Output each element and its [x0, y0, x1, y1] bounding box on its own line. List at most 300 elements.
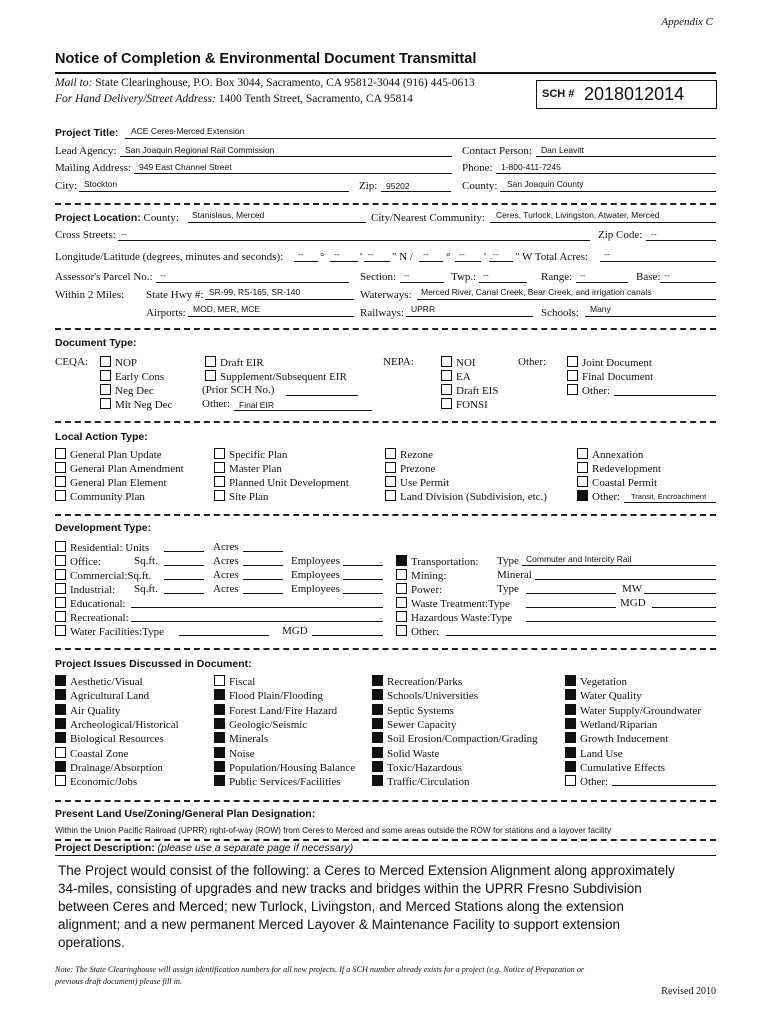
min-symbol: ′ [360, 251, 363, 263]
issue-label: Economic/Jobs [70, 776, 138, 789]
checkbox-icon [385, 462, 396, 473]
description-text[interactable] [58, 862, 675, 952]
issue-label: Forest Land/Fire Hazard [229, 704, 338, 717]
checkbox-icon [214, 675, 225, 686]
description-heading-row: Project Description: (please use a separate page if necessary) [55, 842, 354, 854]
lat-sec-line [364, 261, 390, 262]
checkbox-checked-icon [372, 775, 383, 786]
sch-box[interactable] [536, 80, 717, 109]
office-acres-label: Acres [213, 555, 239, 567]
hwy-value[interactable]: SR-99, RS-165, SR-140 [209, 287, 301, 297]
checkbox-icon [55, 448, 66, 459]
checkbox-icon [55, 462, 66, 473]
footer-note-line: Note: The State Clearinghouse will assign identification numbers for all new projects. If a SCH number already exists for a project (e.g. Notice of Preparation or [55, 965, 585, 974]
w-min[interactable]: -- [459, 249, 465, 259]
land-use-heading: Present Land Use/Zoning/General Plan Designation: [55, 808, 316, 820]
issue-checkbox[interactable] [565, 775, 608, 788]
residential-acres-label: Acres [213, 541, 239, 553]
specific-plan-checkbox[interactable]: Specific Plan [214, 448, 287, 461]
office-employees-line[interactable] [343, 565, 383, 566]
checkbox-checked-icon [214, 747, 225, 758]
checkbox-icon [55, 555, 66, 566]
checkbox-checked-icon [372, 718, 383, 729]
general-plan-element-checkbox[interactable]: General Plan Element [55, 476, 167, 489]
checkbox-icon [214, 448, 225, 459]
location-county-line [188, 222, 366, 223]
checkbox-icon [385, 490, 396, 501]
issue-checkbox[interactable] [55, 732, 164, 745]
min-symbol-2: ′ [484, 251, 487, 263]
w-sec[interactable]: -- [493, 249, 499, 259]
checkbox-icon [441, 370, 452, 381]
description-line: 34-miles, consisting of upgrades and new tracks and bridges within the UPRR Fresno Subdivision [58, 881, 642, 896]
checkbox-checked-icon [372, 747, 383, 758]
other-action-checkbox[interactable]: Other: [577, 490, 620, 503]
railways-label: Railways: [360, 307, 404, 319]
mw-line[interactable] [644, 593, 716, 594]
base-value[interactable]: -- [664, 270, 670, 280]
section-divider [55, 328, 716, 330]
issue-label: Fiscal [229, 676, 256, 688]
checkbox-checked-icon [55, 761, 66, 772]
checkbox-icon [55, 490, 66, 501]
issue-checkbox[interactable] [565, 689, 642, 702]
checkbox-checked-icon [372, 675, 383, 686]
issue-checkbox[interactable] [214, 675, 255, 688]
airports-value[interactable]: MOD, MER, MCE [193, 304, 261, 314]
land-use-value[interactable]: Within the Union Pacific Railroad (UPRR) right-of-way (ROW) from Ceres to Merced and some areas outside the ROW for stations and a layover facility [55, 825, 612, 835]
transport-type-value[interactable]: Commuter and Intercity Rail [526, 554, 632, 564]
use-permit-checkbox[interactable]: Use Permit [385, 476, 449, 489]
mail-to-line: Mail to: State Clearinghouse, P.O. Box 3044, Sacramento, CA 95812-3044 (916) 445-0613 [55, 77, 475, 89]
issue-label: Archeological/Historical [70, 718, 179, 731]
issue-label: Population/Housing Balance [229, 761, 356, 774]
industrial-acres-line[interactable] [243, 593, 283, 594]
nepa-draft-eis-checkbox[interactable]: Draft EIS [441, 384, 498, 397]
issue-label: Septic Systems [387, 704, 454, 717]
issue-checkbox[interactable] [372, 761, 462, 774]
other-development-line[interactable] [446, 635, 716, 636]
waterways-line [417, 299, 716, 300]
title-rule [55, 72, 716, 74]
mailing-line [134, 173, 452, 174]
issue-label: Flood Plain/Flooding [229, 690, 323, 703]
sch-label: SCH # [542, 88, 575, 100]
issue-checkbox[interactable] [55, 761, 163, 774]
issue-checkbox[interactable] [55, 718, 179, 731]
issue-label: Cumulative Effects [580, 761, 666, 774]
railways-line [406, 316, 533, 317]
office-sqft-label: Sq.ft. [134, 555, 158, 567]
w-label: " W Total Acres: [515, 251, 589, 263]
section-value[interactable]: -- [404, 270, 410, 280]
other-issue-line[interactable] [612, 785, 716, 786]
coastal-permit-checkbox[interactable]: Coastal Permit [577, 476, 657, 489]
transport-type-line [522, 565, 716, 566]
office-acres-line[interactable] [243, 565, 283, 566]
issue-checkbox[interactable] [214, 704, 337, 717]
schools-line [585, 316, 716, 317]
footer-note-line: previous draft document) please fill in. [55, 977, 183, 986]
issue-label: Wetland/Riparian [580, 718, 658, 731]
other-doc-line [234, 410, 372, 411]
twp-line [479, 282, 527, 283]
general-plan-amendment-checkbox[interactable]: General Plan Amendment [55, 462, 184, 475]
commercial-checkbox[interactable]: Commercial:Sq.ft. [55, 569, 151, 582]
waterways-value[interactable]: Merced River, Canal Creek, Bear Creek, and irrigation canals [421, 287, 652, 297]
transport-type-label: Type [497, 555, 519, 567]
power-type-label: Type [497, 583, 519, 595]
location-zip-line [646, 240, 716, 241]
range-value[interactable]: -- [580, 270, 586, 280]
recreational-line[interactable] [131, 621, 383, 622]
city-value[interactable]: Stockton [84, 179, 118, 189]
mw-label: MW [622, 583, 643, 595]
checkbox-checked-icon [372, 704, 383, 715]
waste-mgd-line[interactable] [652, 607, 716, 608]
lat-deg-line [294, 261, 318, 262]
phone-value[interactable]: 1-800-411-7245 [501, 162, 561, 172]
issue-checkbox[interactable] [55, 747, 128, 760]
acres-value[interactable]: -- [604, 249, 610, 259]
checkbox-icon [100, 384, 111, 395]
checkbox-checked-icon [577, 490, 588, 501]
other-document-line[interactable] [614, 395, 716, 396]
issue-label: Other: [580, 776, 609, 789]
nepa-label: NEPA: [383, 356, 414, 368]
prior-sch-line[interactable] [286, 395, 358, 396]
county-value[interactable]: San Joaquin County [507, 179, 584, 189]
water-type-line[interactable] [179, 635, 269, 636]
county-label: County: [462, 180, 498, 192]
description-line: operations. [58, 935, 125, 950]
checkbox-icon [100, 370, 111, 381]
checkbox-icon [385, 476, 396, 487]
power-checkbox[interactable]: Power: [396, 583, 442, 596]
nepa-fonsi-checkbox[interactable]: FONSI [441, 398, 488, 411]
office-sqft-line[interactable] [164, 565, 204, 566]
industrial-sqft-line[interactable] [164, 593, 204, 594]
draft-eir-checkbox[interactable]: Draft EIR [205, 356, 264, 369]
waste-type-line[interactable] [526, 607, 616, 608]
issue-label: Public Services/Facilities [229, 776, 341, 789]
lead-agency-label: Lead Agency: [55, 145, 117, 157]
lat-sec[interactable]: -- [368, 249, 374, 259]
issue-checkbox[interactable] [372, 775, 470, 788]
nepa-noi-checkbox[interactable]: NOI [441, 356, 476, 369]
industrial-employees-line[interactable] [343, 593, 383, 594]
other-document-checkbox[interactable]: Other: [567, 384, 610, 397]
issue-checkbox[interactable] [372, 732, 538, 745]
parcel-line [156, 282, 349, 283]
phone-label: Phone: [462, 162, 493, 174]
zip-value[interactable]: 95202 [386, 181, 410, 191]
mailing-value[interactable]: 949 East Channel Street [139, 162, 232, 172]
issue-checkbox[interactable] [565, 718, 657, 731]
checkbox-icon [55, 611, 66, 622]
issue-checkbox[interactable] [372, 704, 454, 717]
revised-label: Revised 2010 [661, 986, 716, 997]
cross-streets-line [118, 240, 590, 241]
checkbox-checked-icon [372, 761, 383, 772]
transportation-checkbox[interactable]: Transportation: [396, 555, 478, 568]
master-plan-checkbox[interactable]: Master Plan [214, 462, 282, 475]
issue-label: Land Use [580, 747, 623, 760]
issue-label: Geologic/Seismic [229, 718, 308, 731]
prezone-checkbox[interactable]: Prezone [385, 462, 435, 475]
form-title: Notice of Completion & Environmental Document Transmittal [55, 51, 477, 67]
checkbox-checked-icon [565, 718, 576, 729]
parcel-value[interactable]: -- [160, 270, 166, 280]
lat-min[interactable]: -- [334, 249, 340, 259]
issue-checkbox[interactable] [372, 747, 439, 760]
lat-deg[interactable]: -- [298, 249, 304, 259]
waste-treatment-checkbox[interactable]: Waste Treatment:Type [396, 597, 510, 610]
section-divider [55, 514, 716, 516]
city-label: City: [55, 180, 78, 192]
checkbox-icon [441, 356, 452, 367]
checkbox-checked-icon [565, 704, 576, 715]
issue-checkbox[interactable] [372, 689, 478, 702]
range-label: Range: [541, 271, 573, 283]
waterways-label: Waterways: [360, 289, 412, 301]
community-plan-checkbox[interactable]: Community Plan [55, 490, 145, 503]
educational-line[interactable] [131, 607, 383, 608]
industrial-sqft-label: Sq.ft. [134, 583, 158, 595]
issue-checkbox[interactable] [55, 775, 137, 788]
commercial-employees-line[interactable] [343, 579, 383, 580]
issue-checkbox[interactable] [372, 675, 462, 688]
checkbox-checked-icon [214, 718, 225, 729]
educational-checkbox[interactable]: Educational: [55, 597, 126, 610]
parcel-label: Assessor's Parcel No.: [55, 271, 153, 283]
issue-label: Soil Erosion/Compaction/Grading [387, 733, 538, 746]
ceqa-mit-neg-dec-checkbox[interactable]: Mit Neg Dec [100, 398, 172, 411]
issue-label: Drainage/Absorption [70, 761, 163, 774]
checkbox-checked-icon [55, 718, 66, 729]
local-action-heading: Local Action Type: [55, 431, 148, 443]
w-sec-line [489, 261, 513, 262]
other-action-line [624, 502, 716, 503]
checkbox-checked-icon [55, 675, 66, 686]
rezone-checkbox[interactable]: Rezone [385, 448, 433, 461]
cross-streets-value[interactable]: -- [121, 229, 127, 239]
checkbox-icon [55, 597, 66, 608]
issue-label: Sewer Capacity [387, 718, 457, 731]
checkbox-icon [205, 356, 216, 367]
issue-checkbox[interactable] [565, 675, 627, 688]
ceqa-neg-dec-checkbox[interactable]: Neg Dec [100, 384, 154, 397]
lat-min-line [330, 261, 358, 262]
project-title-row: Project Title: [55, 127, 119, 139]
site-plan-checkbox[interactable]: Site Plan [214, 490, 268, 503]
planned-unit-development-checkbox[interactable]: Planned Unit Development [214, 476, 349, 489]
range-line [576, 282, 628, 283]
checkbox-icon [55, 775, 66, 786]
checkbox-icon [55, 583, 66, 594]
checkbox-icon [100, 356, 111, 367]
checkbox-icon [100, 398, 111, 409]
hwy-line [205, 299, 354, 300]
issue-label: Traffic/Circulation [387, 776, 470, 789]
checkbox-icon [441, 384, 452, 395]
location-row: Project Location: County: [55, 212, 179, 224]
issue-checkbox[interactable] [214, 732, 268, 745]
zip-label: Zip: [359, 180, 378, 192]
office-checkbox[interactable]: Office: [55, 555, 101, 568]
joint-document-checkbox[interactable]: Joint Document [567, 356, 652, 369]
twp-label: Twp.: [451, 271, 477, 283]
industrial-acres-label: Acres [213, 583, 239, 595]
community-value[interactable]: Ceres, Turlock, Livingston, Atwater, Merced [496, 210, 660, 220]
checkbox-icon [55, 625, 66, 636]
commercial-sqft-line[interactable] [164, 579, 204, 580]
issue-label: Aesthetic/Visual [70, 676, 143, 688]
schools-label: Schools: [541, 307, 579, 319]
ceqa-early-cons-checkbox[interactable]: Early Cons [100, 370, 164, 383]
development-type-heading: Development Type: [55, 522, 152, 534]
section-divider [55, 648, 716, 650]
issue-checkbox[interactable] [565, 732, 668, 745]
contact-line [536, 156, 716, 157]
other-action-value[interactable]: Transit, Encroachment [631, 492, 707, 501]
hazardous-type-line[interactable] [526, 621, 716, 622]
issue-label: Agricultural Land [70, 690, 150, 703]
community-line [490, 222, 716, 223]
hazardous-waste-checkbox[interactable]: Hazardous Waste:Type [396, 611, 512, 624]
water-mgd-label: MGD [282, 625, 308, 637]
redevelopment-checkbox[interactable]: Redevelopment [577, 462, 661, 475]
issue-checkbox[interactable] [372, 718, 456, 731]
section-line [400, 282, 444, 283]
airports-label: Airports: [146, 307, 186, 319]
issue-checkbox[interactable] [565, 761, 665, 774]
power-type-line[interactable] [526, 593, 616, 594]
checkbox-checked-icon [565, 761, 576, 772]
contact-value[interactable]: Dan Leavitt [541, 145, 584, 155]
checkbox-icon [577, 476, 588, 487]
project-title-value[interactable]: ACE Ceres-Merced Extension [131, 126, 245, 136]
w-deg[interactable]: -- [423, 249, 429, 259]
checkbox-checked-icon [565, 689, 576, 700]
sch-number: 2018012014 [584, 84, 685, 104]
issue-label: Solid Waste [387, 747, 440, 760]
schools-value[interactable]: Many [590, 304, 611, 314]
appendix-label: Appendix C [661, 16, 713, 28]
checkbox-icon [567, 384, 578, 395]
other-doc-value[interactable]: Final EIR [239, 400, 274, 410]
base-line [660, 282, 716, 283]
twp-value[interactable]: -- [483, 270, 489, 280]
description-line: alignment; and a new permanent Merced Layover & Maintenance Facility to support extension [58, 917, 621, 932]
location-zip-value[interactable]: -- [651, 229, 657, 239]
residential-checkbox[interactable]: Residential: Units [55, 541, 149, 554]
checkbox-icon [214, 476, 225, 487]
issue-checkbox[interactable] [214, 689, 323, 702]
units-line[interactable] [164, 551, 204, 552]
industrial-checkbox[interactable]: Industrial: [55, 583, 115, 596]
airports-line [188, 316, 354, 317]
recreational-checkbox[interactable]: Recreational: [55, 611, 129, 624]
n-label: " N / [392, 251, 413, 263]
issue-label: Water Quality [580, 690, 642, 703]
issue-checkbox[interactable] [214, 761, 355, 774]
industrial-employees-label: Employees [291, 583, 340, 595]
issue-checkbox[interactable] [214, 747, 255, 760]
checkbox-icon [567, 370, 578, 381]
issue-label: Toxic/Hazardous [387, 761, 462, 774]
final-document-checkbox[interactable]: Final Document [567, 370, 653, 383]
issue-checkbox[interactable] [55, 675, 143, 688]
supplement-eir-checkbox[interactable]: Supplement/Subsequent EIR [205, 370, 347, 383]
issue-checkbox[interactable] [565, 747, 622, 760]
checkbox-checked-icon [565, 747, 576, 758]
checkbox-icon [205, 370, 216, 381]
checkbox-icon [55, 541, 66, 552]
mineral-line[interactable] [535, 579, 716, 580]
commercial-acres-line[interactable] [243, 579, 283, 580]
base-label: Base: [636, 271, 661, 283]
section-label: Section: [360, 271, 397, 283]
nepa-ea-checkbox[interactable]: EA [441, 370, 471, 383]
checkbox-icon [396, 597, 407, 608]
issue-label: Coastal Zone [70, 747, 129, 760]
issue-label: Growth Inducement [580, 733, 669, 746]
section-divider [55, 421, 716, 423]
issue-label: Air Quality [70, 704, 121, 717]
other-type-label: Other: [518, 356, 547, 368]
description-line: The Project would consist of the following: a Ceres to Merced Extension Alignment along approximately [58, 863, 675, 878]
checkbox-checked-icon [55, 689, 66, 700]
deg-symbol-2: ° [446, 251, 451, 263]
checkbox-icon [55, 747, 66, 758]
waste-mgd-label: MGD [620, 597, 646, 609]
issue-checkbox[interactable] [214, 718, 307, 731]
annexation-checkbox[interactable]: Annexation [577, 448, 643, 461]
location-county-value[interactable]: Stanislaus, Merced [192, 210, 265, 220]
issues-heading: Project Issues Discussed in Document: [55, 658, 252, 670]
checkbox-checked-icon [372, 732, 383, 743]
latlong-label: Longitude/Latitude (degrees, minutes and seconds): [55, 251, 284, 263]
hwy-label: State Hwy #: [146, 289, 204, 301]
railways-value[interactable]: UPRR [411, 304, 436, 314]
mining-checkbox[interactable]: Mining: [396, 569, 446, 582]
checkbox-checked-icon [55, 704, 66, 715]
general-plan-update-checkbox[interactable]: General Plan Update [55, 448, 162, 461]
issue-checkbox[interactable] [55, 689, 149, 702]
commercial-employees-label: Employees [291, 569, 340, 581]
other-development-checkbox[interactable]: Other: [396, 625, 439, 638]
checkbox-checked-icon [214, 689, 225, 700]
checkbox-icon [396, 611, 407, 622]
water-mgd-line[interactable] [312, 635, 383, 636]
ceqa-nop-checkbox[interactable]: NOP [100, 356, 137, 369]
location-zip-label: Zip Code: [598, 229, 643, 241]
community-label: City/Nearest Community: [371, 212, 485, 224]
checkbox-icon [396, 625, 407, 636]
checkbox-icon [214, 462, 225, 473]
water-facilities-checkbox[interactable]: Water Facilities:Type [55, 625, 164, 638]
land-division-checkbox[interactable]: Land Division (Subdivision, etc.) [385, 490, 547, 503]
residential-acres-line[interactable] [243, 551, 283, 552]
issue-checkbox[interactable] [214, 775, 341, 788]
issue-checkbox[interactable] [55, 704, 120, 717]
issue-checkbox[interactable] [565, 704, 701, 717]
lead-agency-value[interactable]: San Joaquin Regional Rail Commission [125, 145, 275, 155]
office-employees-label: Employees [291, 555, 340, 567]
checkbox-checked-icon [214, 761, 225, 772]
checkbox-icon [565, 775, 576, 786]
